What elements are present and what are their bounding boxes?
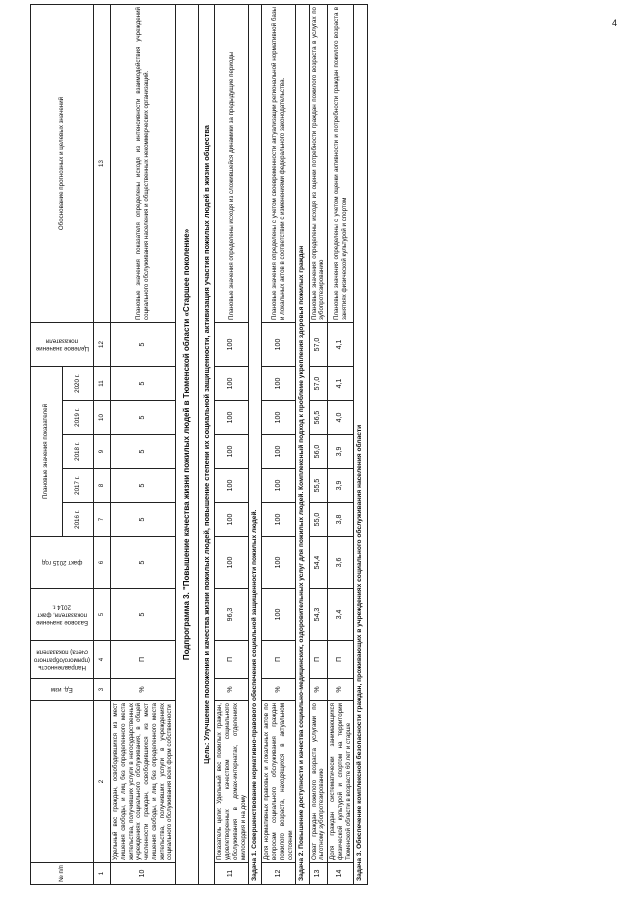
unit-cell: % [262, 679, 296, 701]
justification-text: Плановые значения определены исходя из сложившейся динамики за предыдущие периоды [215, 5, 249, 323]
base-value: 3,4 [328, 589, 354, 641]
plan-value: 4,1 [328, 367, 354, 401]
plan-value: 55,0 [309, 503, 328, 537]
header-unit: Ед. изм [31, 679, 94, 701]
row-number: 13 [309, 863, 328, 885]
plan-value: 5 [111, 401, 176, 435]
row-number: 11 [215, 863, 249, 885]
plan-value: 5 [111, 435, 176, 469]
column-numbers-row [94, 5, 111, 885]
goal-text: Цель: Улучшение положения и качества жизни пожилых людей, повышение степени их социальной защищенности, активизация участия пожилых людей в жизни общества [199, 5, 215, 885]
header-name [31, 701, 94, 863]
header-row [31, 5, 63, 885]
col-number: 1 [94, 863, 111, 885]
header-justification: Обоснование прогнозных и целевых значений [31, 5, 94, 323]
header-target: Целевое значение показателя [31, 323, 94, 367]
row-number: 14 [328, 863, 354, 885]
unit-cell: % [215, 679, 249, 701]
page-number: 4 [612, 18, 618, 28]
header-year: 2017 г. [62, 469, 94, 503]
indicator-name: Охват граждан пожилого возраста услугами по льготному зубопротезированию [309, 701, 328, 863]
col-number: 12 [94, 323, 111, 367]
subprogram-row [176, 5, 199, 885]
col-number: 8 [94, 469, 111, 503]
plan-value: 100 [262, 435, 296, 469]
plan-value: 100 [215, 503, 249, 537]
plan-value: 100 [262, 503, 296, 537]
plan-value: 3,8 [328, 503, 354, 537]
unit-cell: % [309, 679, 328, 701]
header-planned-group: Плановые значения показателей [31, 367, 63, 537]
col-number: 11 [94, 367, 111, 401]
plan-value: 100 [262, 469, 296, 503]
table-row [309, 5, 328, 885]
table-row [262, 5, 296, 885]
plan-value: 100 [262, 401, 296, 435]
direction-cell: П [215, 641, 249, 679]
justification-text: Плановые значения определены с учетом оценки активности и потребности граждан пожилого возраста в занятиях физической культурой и спортом [328, 5, 354, 323]
col-number: 6 [94, 537, 111, 589]
plan-value: 100 [215, 367, 249, 401]
task-3: Задача 3. Обеспечение комплексной безопасности граждан, проживающих в учреждениях социального обслуживания населения области [354, 5, 367, 885]
header-year: 2019 г. [62, 401, 94, 435]
plan-value: 56,5 [309, 401, 328, 435]
header-year: 2018 г. [62, 435, 94, 469]
indicator-name: Доля нормативных правовых и локальных актов по вопросам социального обслуживания граждан пожилого возраста, находящихся в актуальном состоянии [262, 701, 296, 863]
plan-value: 55,5 [309, 469, 328, 503]
task-row [354, 5, 367, 885]
task-row [296, 5, 309, 885]
task-2: Задача 2. Повышение доступности и качества социально-медицинских, оздоровительных услуг для пожилых людей. Комплексный подход к проблеме укрепления здоровья пожилых граждан [296, 5, 309, 885]
task-1: Задача 1. Совершенствование нормативно-правового обеспечения социальной защищенности пожилых людей. [249, 5, 262, 885]
fact-value: 100 [262, 537, 296, 589]
col-number: 2 [94, 701, 111, 863]
indicator-name: Удельный вес граждан, освободившихся из мест лишения свободы, и лиц без определенного места жительства, получивших услуги в негосударственных учреждениях социального обслуживания, в общей численности граждан, освободившихся из мест лишения свободы, и лиц без определенного места жительства, получивших услуги в учреждениях социального обслуживания всех форм собственности [111, 701, 176, 863]
plan-value: 100 [215, 401, 249, 435]
col-number: 7 [94, 503, 111, 537]
plan-value: 56,0 [309, 435, 328, 469]
task-row [249, 5, 262, 885]
fact-value: 3,6 [328, 537, 354, 589]
fact-value: 5 [111, 537, 176, 589]
direction-cell: П [111, 641, 176, 679]
plan-value: 5 [111, 503, 176, 537]
direction-cell: П [328, 641, 354, 679]
direction-cell: П [262, 641, 296, 679]
base-value: 5 [111, 589, 176, 641]
plan-value: 3,9 [328, 435, 354, 469]
direction-cell: П [309, 641, 328, 679]
target-value: 57,0 [309, 323, 328, 367]
col-number: 3 [94, 679, 111, 701]
col-number: 13 [94, 5, 111, 323]
plan-value: 4,0 [328, 401, 354, 435]
target-value: 5 [111, 323, 176, 367]
plan-value: 100 [215, 435, 249, 469]
table-row [111, 5, 176, 885]
row-number: 10 [111, 863, 176, 885]
header-base: Базовое значение показателя, факт 2014 г. [31, 589, 94, 641]
justification-text: Плановые значения показателя определены исходя из интенсивности взаимодействия учреждений социального обслуживания населения и общественных некоммерческих организаций. [111, 5, 176, 323]
plan-value: 3,9 [328, 469, 354, 503]
justification-text: Плановые значения определены с учетом своевременности актуализации региональной нормативной базы и локальных актов в соответствии с изменениями федерального законодательства. [262, 5, 296, 323]
header-num: № п/п [31, 863, 94, 885]
plan-value: 5 [111, 367, 176, 401]
indicator-name: Показатель цели: Удельный вес пожилых граждан, удовлетворенных качеством социального обслуживания в домах-интернатах, отделениях милосердия и на дому [215, 701, 249, 863]
row-number: 12 [262, 863, 296, 885]
header-year: 2016 г. [62, 503, 94, 537]
base-value: 96,3 [215, 589, 249, 641]
plan-value: 100 [262, 367, 296, 401]
col-number: 9 [94, 435, 111, 469]
unit-cell: % [111, 679, 176, 701]
justification-text: Плановые значения определены исходя из оценки потребности граждан пожилого возраста в услугах по зубопротезированию [309, 5, 328, 323]
subprogram-title: Подпрограмма 3. "Повышение качества жизни пожилых людей в Тюменской области «Старшее поколение» [176, 5, 199, 885]
target-value: 100 [262, 323, 296, 367]
indicators-table [30, 4, 368, 885]
rotated-table-wrapper [30, 5, 640, 885]
col-number: 10 [94, 401, 111, 435]
plan-value: 57,0 [309, 367, 328, 401]
header-fact-2015: факт 2015 год [31, 537, 94, 589]
fact-value: 100 [215, 537, 249, 589]
plan-value: 100 [215, 469, 249, 503]
col-number: 5 [94, 589, 111, 641]
indicator-name: Доля граждан систематически занимающихся физической культурой и спортом на территории Тюменской области в возрасте 60 лет и старше [328, 701, 354, 863]
header-year: 2020 г. [62, 367, 94, 401]
fact-value: 54,4 [309, 537, 328, 589]
goal-row [199, 5, 215, 885]
col-number: 4 [94, 641, 111, 679]
table-row [215, 5, 249, 885]
table-row [328, 5, 354, 885]
plan-value: 5 [111, 469, 176, 503]
target-value: 4,1 [328, 323, 354, 367]
base-value: 100 [262, 589, 296, 641]
target-value: 100 [215, 323, 249, 367]
unit-cell: % [328, 679, 354, 701]
base-value: 54,3 [309, 589, 328, 641]
header-direction: Направленность (прямого/обратного счета) показателя [31, 641, 94, 679]
